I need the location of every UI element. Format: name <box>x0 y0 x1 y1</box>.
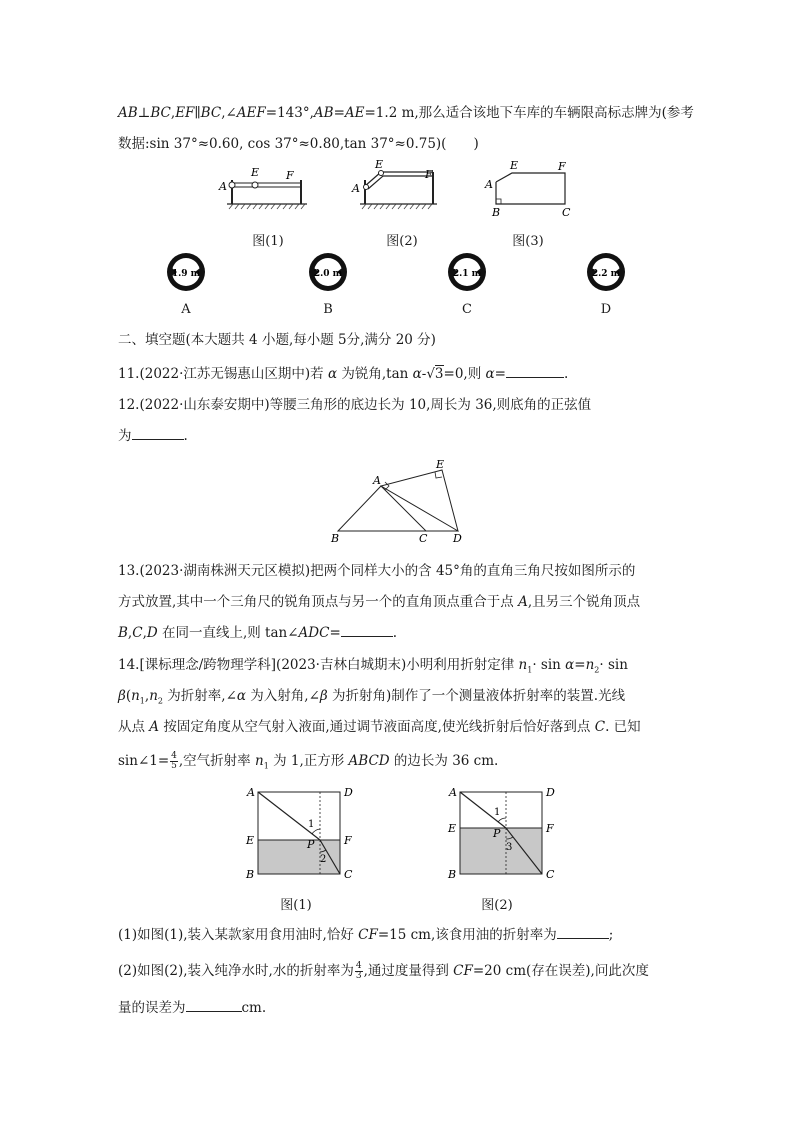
sign-b-value: 2.0 m <box>313 269 343 279</box>
q14-part2-answer-blank[interactable] <box>186 999 242 1012</box>
q14-fig1-caption: 图(1) <box>280 898 312 913</box>
q14-fig2-label-a: A <box>449 786 457 799</box>
q14-line1: 14.[课标理念/跨物理学科](2023·吉林白城期末)小明利用折射定律 $n_1\cdot \sin \alpha=n_2\cdot \sin$ <box>118 657 628 675</box>
figure-1 <box>218 166 307 209</box>
fig3-label-c: C <box>562 206 571 218</box>
q14-figures <box>240 782 560 882</box>
fig3-caption: 图(3) <box>512 234 544 249</box>
fig1-caption: 图(1) <box>252 234 284 249</box>
q10-figures <box>215 158 585 218</box>
q14-fig1-label-f: F <box>344 834 352 847</box>
q12-line2: 为 . <box>118 428 188 444</box>
sign-d <box>587 253 625 291</box>
figure-2 <box>351 158 437 209</box>
fig2-label-a: A <box>352 182 360 195</box>
q14-fig1-angle-2: 2 <box>320 854 327 865</box>
option-a-letter: A <box>181 302 191 317</box>
q14-fig2-label-e: E <box>448 822 457 835</box>
q13-line1: 13.(2023·湖南株洲天元区模拟)把两个同样大小的含 45°角的直角三角尺按如图所示的 <box>118 563 636 579</box>
q14-fig2-angle-1: 1 <box>494 807 501 818</box>
q14-fig2-label-d: D <box>546 786 555 799</box>
q14-fig2-label-p: P <box>493 827 501 840</box>
q11: 11.(2022·江苏无锡惠山区期中)若 α 为锐角,tan α-√3=0,则 α= . <box>118 366 569 382</box>
q13-answer-blank[interactable] <box>341 624 393 637</box>
q14-fig2-angle-3: 3 <box>506 842 513 853</box>
q11-answer-blank[interactable] <box>506 365 564 378</box>
fig3-label-a: A <box>485 178 493 191</box>
q10-signs <box>150 250 630 298</box>
q14-line2: $\beta(n_1,n_2$ 为折射率,∠α 为入射角,∠β 为折射角)制作了一个测量液体折射率的装置.光线 <box>118 688 626 706</box>
q14-line4: sin∠1= $\frac{4}{5}$ ,空气折射率 $n_1$ 为 1,正方形 ABCD 的边长为 36 cm. <box>118 751 499 771</box>
q12-line1: 12.(2022·山东泰安期中)等腰三角形的底边长为 10,周长为 36,则底角的正弦值 <box>118 397 592 413</box>
option-d-letter: D <box>600 302 612 317</box>
q13-label-b: B <box>331 532 340 544</box>
q14-part1: (1)如图(1),装入某款家用食用油时,恰好 CF=15 cm,该食用油的折射率为 ; <box>118 927 614 943</box>
figure-3 <box>484 159 571 218</box>
q13-line2: 方式放置,其中一个三角尺的锐角顶点与另一个的直角顶点重合于点 A,且另三个锐角顶点 <box>118 594 641 610</box>
fig2-caption: 图(2) <box>386 234 418 249</box>
sign-a <box>167 253 205 291</box>
q14-fig2-label-c: C <box>546 868 555 881</box>
fig2-label-e: E <box>375 158 384 171</box>
q14-fig1-label-a: A <box>247 786 255 799</box>
q14-fig2-label-b: B <box>448 868 457 881</box>
fig3-label-e: E <box>510 159 519 172</box>
section-title: 二、填空题(本大题共 4 小题,每小题 5分,满分 20 分) <box>118 332 436 348</box>
sign-b <box>309 253 347 291</box>
fig3-label-b: B <box>492 206 501 218</box>
q14-fig1-label-b: B <box>246 868 255 881</box>
q14-part2: (2)如图(2),装入纯净水时,水的折射率为 $\frac{4}{3}$ ,通过度量得到 CF=20 cm(存在误差),问此次度 <box>118 961 649 981</box>
fraction-four-fifths: $\frac{4}{5}$ <box>171 751 177 771</box>
option-b-letter: B <box>323 302 333 317</box>
q14-fig1-label-d: D <box>344 786 353 799</box>
q14-figure-2 <box>447 786 555 881</box>
q12-answer-blank[interactable] <box>132 427 184 440</box>
q13-label-e: E <box>436 458 445 471</box>
q14-part1-answer-blank[interactable] <box>557 926 609 939</box>
q13-label-c: C <box>419 532 428 544</box>
q14-figure-1 <box>245 786 353 881</box>
q13-label-a: A <box>373 474 381 487</box>
fraction-four-thirds: $\frac{4}{3}$ <box>355 961 362 981</box>
q14-line3: 从点 A 按固定角度从空气射入液面,通过调节液面高度,使光线折射后恰好落到点 C. 已知 <box>118 719 641 735</box>
q14-fig2-label-f: F <box>546 822 554 835</box>
fig1-label-a: A <box>219 180 227 193</box>
q13-label-d: D <box>453 532 462 544</box>
q14-part3: 量的误差为 cm. <box>118 1000 267 1016</box>
sign-a-value: 1.9 m <box>171 269 201 279</box>
q10-line1: AB⊥BC,EF∥BC,∠AEF=143°,AB=AE=1.2 m,那么适合该地下车库的车辆限高标志牌为(参考 <box>118 105 694 121</box>
sign-c-value: 2.1 m <box>452 269 482 279</box>
fig1-label-f: F <box>286 169 294 182</box>
q14-fig1-label-c: C <box>344 868 353 881</box>
q10-line2: 数据:sin 37°≈0.60, cos 37°≈0.80,tan 37°≈0.75)( ) <box>118 136 479 152</box>
q13-line3: B,C,D 在同一直线上,则 tan∠ADC= . <box>118 625 398 641</box>
fig2-label-f: F <box>425 168 433 181</box>
q14-fig2-caption: 图(2) <box>481 898 513 913</box>
fig3-label-f: F <box>558 160 566 173</box>
option-c-letter: C <box>462 302 472 317</box>
fig1-label-e: E <box>251 166 260 179</box>
q14-fig1-angle-1: 1 <box>308 819 315 830</box>
q13-figure <box>325 458 475 544</box>
sign-d-value: 2.2 m <box>591 269 621 279</box>
q14-fig1-label-e: E <box>246 834 255 847</box>
q14-fig1-label-p: P <box>307 838 315 851</box>
sign-c <box>448 253 486 291</box>
